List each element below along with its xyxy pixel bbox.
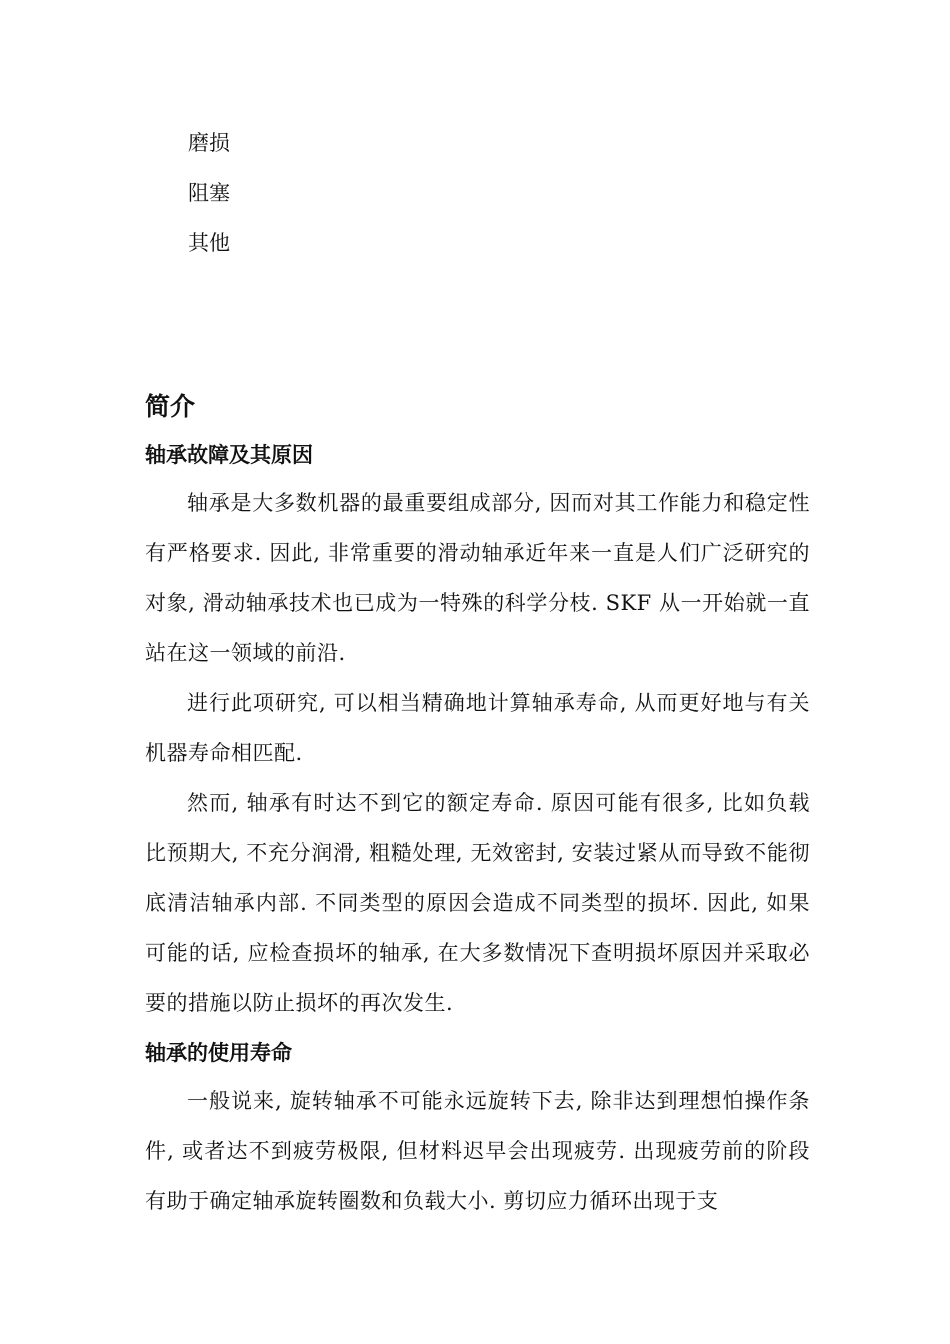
subheading-bearing-failures: 轴承故障及其原因: [145, 442, 313, 467]
section-title: 简介: [145, 392, 196, 421]
list-item: 其他: [188, 231, 230, 255]
paragraph-2: 进行此项研究, 可以相当精确地计算轴承寿命, 从而更好地与有关机器寿命相匹配.: [145, 691, 810, 765]
failure-type-list: [188, 118, 230, 268]
subheading-bearing-life: 轴承的使用寿命: [145, 1040, 292, 1065]
paragraph-3: 然而, 轴承有时达不到它的额定寿命. 原因可能有很多, 比如负载比预期大, 不充分润滑, 粗糙处理, 无效密封, 安装过紧从而导致不能彻底清洁轴承内部. 不同类型的原因会造成不同类型的损坏. 因此, 如果可能的话, 应检查损坏的轴承, 在大多数情况下查明损坏原因并采取必要的措施以防止损坏的再次发生.: [145, 791, 810, 1015]
document-body: [145, 386, 810, 1226]
list-item: 磨损: [188, 131, 230, 155]
list-item: 阻塞: [188, 181, 230, 205]
paragraph-4: 一般说来, 旋转轴承不可能永远旋转下去, 除非达到理想怕操作条件, 或者达不到疲劳极限, 但材料迟早会出现疲劳. 出现疲劳前的阶段有助于确定轴承旋转圈数和负载大小. 剪切应力循环出现于支: [145, 1089, 810, 1213]
paragraph-1: 轴承是大多数机器的最重要组成部分, 因而对其工作能力和稳定性有严格要求. 因此, 非常重要的滑动轴承近年来一直是人们广泛研究的对象, 滑动轴承技术也已成为一特殊的科学分枝. SKF 从一开始就一直站在这一领域的前沿.: [145, 491, 810, 665]
